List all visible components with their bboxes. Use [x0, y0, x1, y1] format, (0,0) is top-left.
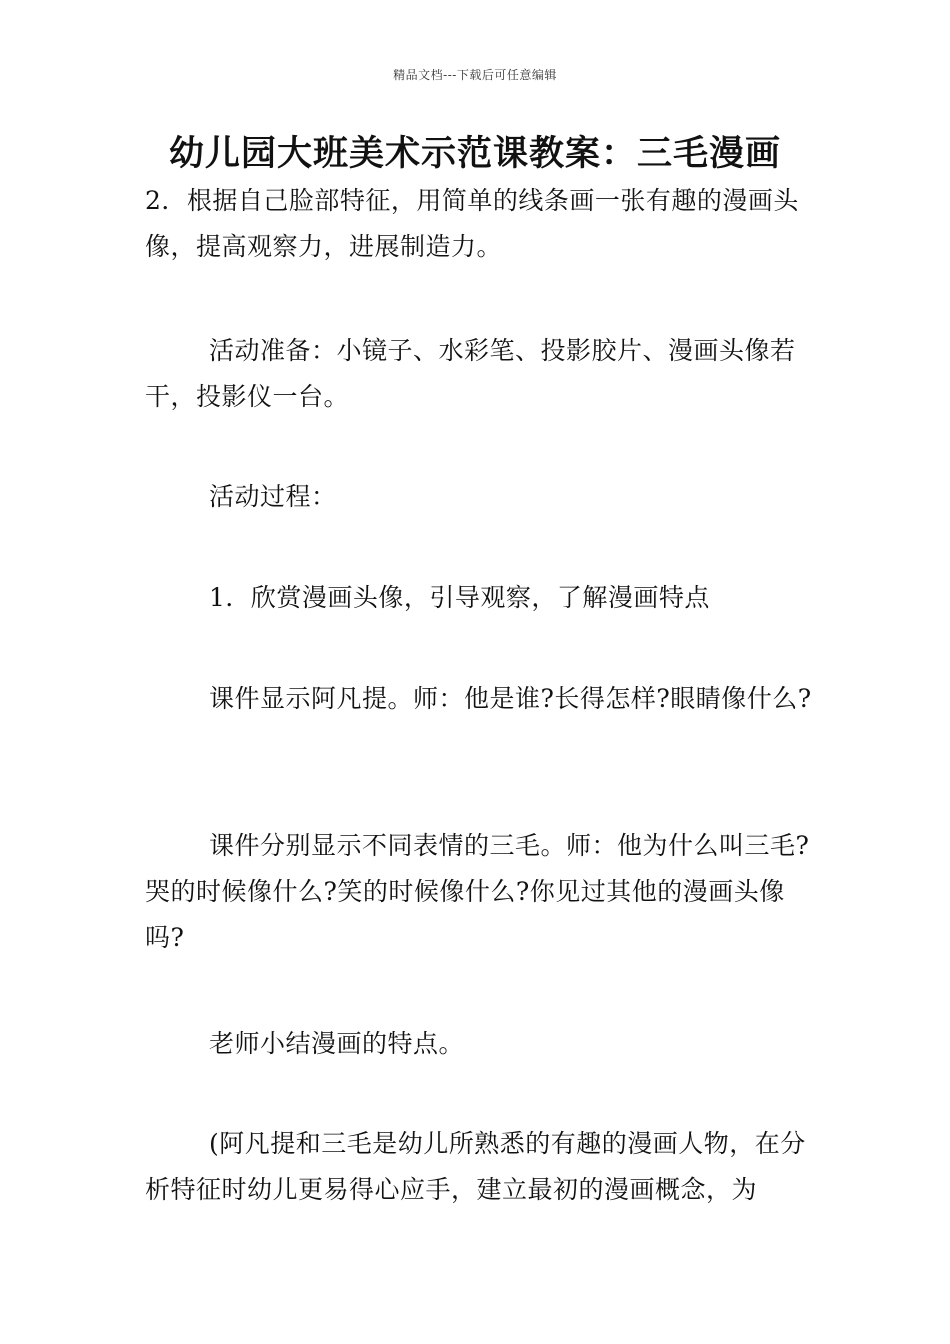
header-note: 精品文档---下载后可任意编辑 [393, 68, 557, 82]
paragraph-afanti: 课件显示阿凡提。师：他是谁?长得怎样?眼睛像什么? [209, 684, 812, 713]
paragraph-step-1: 1．欣赏漫画头像，引导观察，了解漫画特点 [209, 583, 710, 612]
paragraph-sanmao: 课件分别显示不同表情的三毛。师：他为什么叫三毛?哭的时候像什么?笑的时候像什么?你见过其他的漫画头像吗? [145, 831, 810, 952]
paragraph-goal-2: 2．根据自己脸部特征，用简单的线条画一张有趣的漫画头像，提高观察力，进展制造力。 [145, 186, 799, 261]
paragraph-process-heading: 活动过程： [209, 482, 337, 511]
document-title: 幼儿园大班美术示范课教案：三毛漫画 [168, 134, 781, 174]
paragraph-preparation: 活动准备：小镜子、水彩笔、投影胶片、漫画头像若干，投影仪一台。 [145, 336, 796, 411]
paragraph-note: (阿凡提和三毛是幼儿所熟悉的有趣的漫画人物，在分析特征时幼儿更易得心应手，建立最初的漫画概念，为 [145, 1129, 806, 1204]
paragraph-teacher-summary: 老师小结漫画的特点。 [209, 1029, 465, 1058]
